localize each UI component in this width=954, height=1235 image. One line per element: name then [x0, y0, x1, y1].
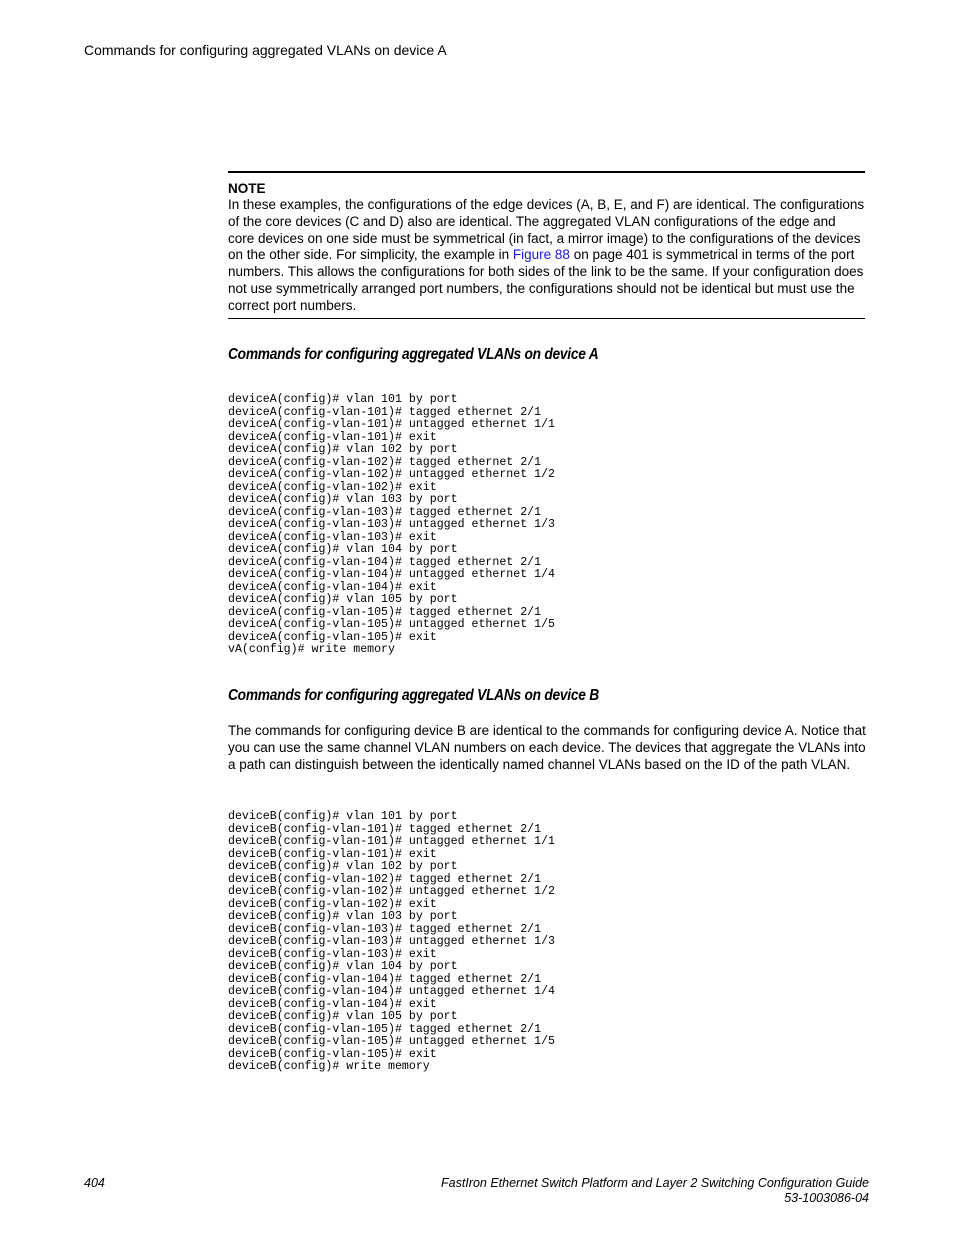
code-line: deviceA(config-vlan-101)# tagged ethernet 2/1	[228, 405, 542, 419]
code-line: deviceA(config-vlan-101)# untagged ethernet 1/1	[228, 418, 555, 431]
code-line: deviceA(config)# vlan 102 by port	[228, 443, 458, 456]
code-line: deviceA(config)# vlan 104 by port	[228, 543, 458, 556]
code-line: deviceA(config-vlan-105)# exit	[228, 630, 437, 644]
device-a-code-block	[228, 394, 555, 657]
code-line: deviceA(config-vlan-105)# tagged ethernet 2/1	[228, 605, 542, 619]
code-line: deviceB(config)# vlan 102 by port	[228, 860, 458, 873]
code-line: deviceA(config-vlan-104)# exit	[228, 580, 437, 594]
running-header: Commands for configuring aggregated VLANs on device A	[84, 42, 447, 58]
note-body	[228, 197, 865, 315]
code-line: deviceB(config-vlan-102)# tagged ethernet 2/1	[228, 872, 542, 886]
note-text-before-link: In these examples, the configurations of the edge devices (A, B, E, and F) are identical. The configurations of the core devices (C and D) also are identical. The aggregated VLAN configurations of the edge and core devices on one side must be symmetrical (in fact, a mirror image) to the configurations of the devices on the other side. For simplicity, the example in	[228, 197, 865, 263]
code-line: deviceA(config)# vlan 103 by port	[228, 493, 458, 506]
code-line: deviceB(config-vlan-103)# tagged ethernet 2/1	[228, 922, 542, 936]
section-b-paragraph: The commands for configuring device B are identical to the commands for configuring device A. Notice that you can use the same channel VLAN numbers on each device. The devices that aggregate the VLANs into a path can distinguish between the identically named channel VLANs based on the ID of the path VLAN.	[228, 723, 866, 772]
section-b-heading: Commands for configuring aggregated VLANs on device B	[228, 687, 599, 704]
footer-doc-number: 53-1003086-04	[784, 1191, 869, 1205]
footer-title: FastIron Ethernet Switch Platform and Layer 2 Switching Configuration Guide	[441, 1176, 869, 1190]
page-number: 404	[84, 1176, 105, 1190]
code-line: deviceA(config)# vlan 105 by port	[228, 593, 458, 606]
code-line: deviceB(config-vlan-105)# untagged ethernet 1/5	[228, 1035, 555, 1048]
code-line: deviceB(config-vlan-103)# untagged ethernet 1/3	[228, 935, 555, 948]
code-line: vA(config)# write memory	[228, 643, 395, 656]
code-line: deviceA(config-vlan-104)# untagged ethernet 1/4	[228, 568, 555, 581]
code-line: deviceB(config-vlan-101)# untagged ethernet 1/1	[228, 835, 555, 848]
note-label: NOTE	[228, 181, 266, 196]
note-text-after-link: on page 401 is symmetrical in terms of the port numbers. This allows the configurations for both sides of the link to be the same. If your configuration does not use symmetrically arranged port numbers, the configurations should not be identical but must use the correct port numbers.	[228, 247, 864, 313]
code-line: deviceB(config)# vlan 103 by port	[228, 910, 458, 923]
code-line: deviceB(config-vlan-105)# tagged ethernet 2/1	[228, 1022, 542, 1036]
code-line: deviceB(config-vlan-101)# exit	[228, 847, 437, 861]
code-line: deviceB(config-vlan-105)# exit	[228, 1047, 437, 1061]
code-line: deviceA(config-vlan-103)# exit	[228, 530, 437, 544]
code-line: deviceA(config)# vlan 101 by port	[228, 393, 458, 406]
code-line: deviceB(config-vlan-104)# untagged ethernet 1/4	[228, 985, 555, 998]
code-line: deviceA(config-vlan-102)# untagged ethernet 1/2	[228, 468, 555, 481]
code-line: deviceB(config-vlan-102)# exit	[228, 897, 437, 911]
note-box	[228, 171, 865, 319]
code-line: deviceB(config)# vlan 101 by port	[228, 810, 458, 823]
code-line: deviceA(config-vlan-101)# exit	[228, 430, 437, 444]
device-b-code-block	[228, 811, 555, 1074]
code-line: deviceB(config)# vlan 105 by port	[228, 1010, 458, 1023]
footer-doc-info	[441, 1176, 869, 1206]
code-line: deviceB(config-vlan-104)# tagged ethernet 2/1	[228, 972, 542, 986]
code-line: deviceB(config-vlan-104)# exit	[228, 997, 437, 1011]
code-line: deviceA(config-vlan-103)# tagged ethernet 2/1	[228, 505, 542, 519]
code-line: deviceB(config-vlan-103)# exit	[228, 947, 437, 961]
code-line: deviceB(config)# vlan 104 by port	[228, 960, 458, 973]
figure-88-link[interactable]: Figure 88	[512, 247, 570, 263]
code-line: deviceA(config-vlan-102)# exit	[228, 480, 437, 494]
code-line: deviceB(config)# write memory	[228, 1060, 430, 1073]
section-a-heading: Commands for configuring aggregated VLANs on device A	[228, 346, 599, 363]
code-line: deviceA(config-vlan-104)# tagged ethernet 2/1	[228, 555, 542, 569]
code-line: deviceA(config-vlan-105)# untagged ethernet 1/5	[228, 618, 555, 631]
code-line: deviceA(config-vlan-102)# tagged ethernet 2/1	[228, 455, 542, 469]
code-line: deviceA(config-vlan-103)# untagged ethernet 1/3	[228, 518, 555, 531]
code-line: deviceB(config-vlan-101)# tagged ethernet 2/1	[228, 822, 542, 836]
code-line: deviceB(config-vlan-102)# untagged ethernet 1/2	[228, 885, 555, 898]
